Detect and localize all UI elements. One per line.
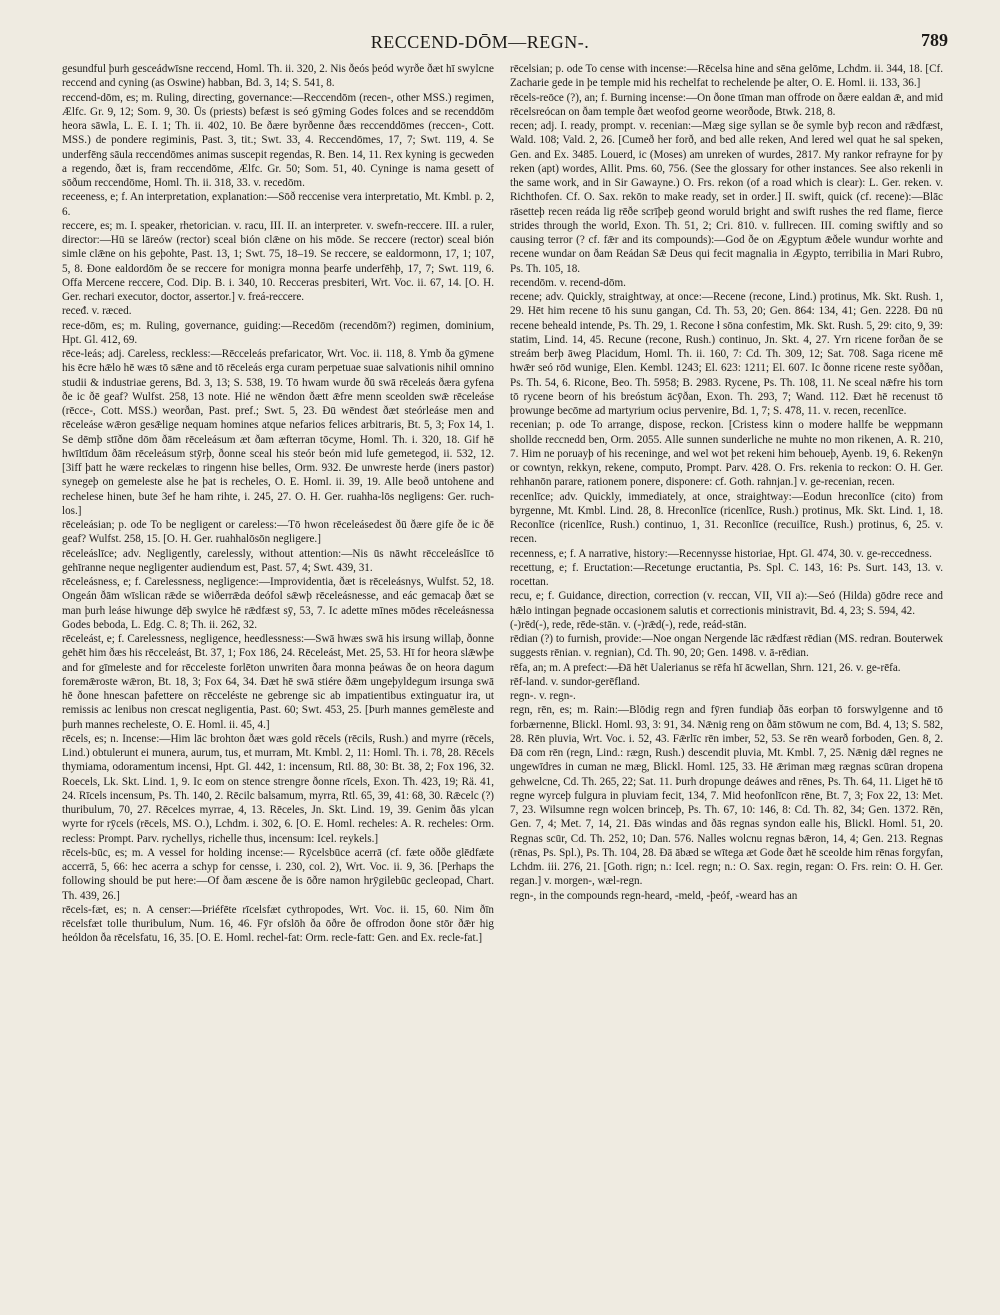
entry-reccere: reccere, es; m. I. speaker, rhetorician. v. racu, III. II. an interpreter. v. swefn-reccere. III. a ruler, director:—Hū se lāreów (rector) sceal bión clǣne on his mōde. Se reccere (rector) sceal bión simle clǣne on his geþohte, Past. 13, 1; Swt. 75, 18–19. Se reccere, se ealdormonn, 17, 1; 107, 5, 8. Ðone ealdordōm ðe se reccere for monigra monna þearfe underfēhþ, 17, 7; Swt. 119, 6. Offa Mercene reccere, Cod. Dip. B. i. 340, 10. Recceras presbiteri, Wrt. Voc. ii. 67, 14. [O. H. Ger. rechari executor, doctor, assertor.] v. freá-reccere.: [62, 219, 494, 303]
entry-red: (-)rēd(-), rede, rēde-stān. v. (-)rǣd(-), rede, reád-stān.: [510, 618, 747, 631]
entry-recenness: recenness, e; f. A narrative, history:—Recennysse historiae, Hpt. Gl. 474, 30. v. ge-reccedness.: [510, 547, 932, 560]
right-column: [510, 62, 943, 1307]
entry-receleasian: rēceleásian; p. ode To be negligent or careless:—Tō hwon rēceleásedest ðū ðære gife ðe ic ðē geaf? Wulfst. 258, 15. [O. H. Ger. ruahhalōsōn negligere.]: [62, 519, 494, 546]
entry-recels-faet: rēcels-fæt, es; n. A censer:—Þriéfēte rīcelsfæt cythropodes, Wrt. Voc. ii. 15, 60. Nim ðīn rēcelsfæt tolle thuribulum, Num. 16, 46. Fȳr ofslōh ða ōðre ðe offrodon ðone stōr ðǣr hig heóldon ða rēcelsfatu, 16, 35. [O. E. Homl. rechel-fat: Orm. recle-fatt: Gen. and Ex. recle-fat.]: [62, 903, 494, 945]
left-column: [62, 62, 494, 1307]
entry-recels-buc: rēcels-būc, es; m. A vessel for holding incense:— Rȳcelsbūce acerrā (cf. fæte oððe glēdfæte accerrā, 5, 66: hec acerra a schyp for censse, i. 230, col. 2), Wrt. Voc. ii. 9, 36. [Perhaps the following should be put here:—Of ðam æscene ðe is ōðre namon hrȳgilebūc gecleopad, Chart. Th. 439, 26.]: [62, 846, 494, 902]
entry-reccend-dom: reccend-dōm, es; m. Ruling, directing, governance:—Reccendōm (recen-, other MSS.) regimen, Ælfc. Gr. 9, 12; Som. 9, 30. Ūs (priests) befæst is seó gȳming Godes folces and se recenddōm heora sāwla, L. E. I. 1; Th. ii. 402, 10. Be ðære byrðenne ðæs reccenddōmes (reccen-, Cott. MSS.) de pondere regiminis, Past. 3, tit.; Swt. 33, 4. Reccendōmes, 17, 7; Swt. 119, 4. Se underfēng sāula reccendōmes animas suscepit regendas, R. Ben. 14, 11. Rex kyning is gecweden a regendo, ðæt is, fram reccendōme, Ælfc. Gr. 50; Som. 51, 40. Cyninge is nama gesett of sōðum reccendōme, Homl. Th. ii. 318, 33. v. recedōm.: [62, 91, 494, 189]
entry-regn-compounds: regn-, in the compounds regn-heard, -meld, -þeóf, -weard has an: [510, 889, 798, 902]
page-number: 789: [921, 30, 948, 50]
running-head: RECCEND-DŌM—REGN-.: [370, 32, 590, 52]
entry-recene: recene; adv. Quickly, straightway, at once:—Recene (recone, Lind.) protinus, Mk. Skt. Rush. 1, 29. Hēt him recene tō his sunu gangan, Cd. Th. 53, 20; Gen. 864: 134, 41; Gen. 2228. Ðū nū recene beheald intende, Ps. Th. 29, 1. Recone ł sōna confestim, Mk. Skt. Rush. 5, 29: cito, 9, 39: statim, Lind. 14, 45. Recune (recone, Rush.) continuo, Jn. Skt. 4, 27. Yrn ricene forðan ðe se streám berþ āweg Placidum, Homl. Th. ii. 160, 7: Cd. Th. 309, 12; Sat. 708. Saga ricene mē hwǣr seó rōd wunige, Elen. Kembl. 1243; El. 623: 1211; El. 607. Ic ðonne ricene reste syððan, Ps. Th. 54, 6. Ricone, Beo. Th. 5958; B. 2983. Rycene, Ps. Th. 108, 11. Ne sceal nǣfre his torn tō rycene beorn of his breóstum ācȳðan, Exon. Th. 293, 7; Wand. 112. Ðæt hē recenust tō þrowunge becōme ad martyrium ocius pervenire, Bd. 1, 7; S. 478, 11. v. recen, recenlīce.: [510, 291, 943, 417]
entry-receleast: rēceleást, e; f. Carelessness, negligence, heedlessness:—Swā hwæs swā his irsung willaþ, ðonne gehēt him ðæs his rēcceleást, Bt. 37, 1; Fox 186, 24. Rēceleást, Met. 25, 53. Hī for heora slǣwþe and for gīmeleste and for rēcceleste forlēton unwriten ðara monna þeáwas ðe on heora dagum foremǣroste wǣron, Bt. 18, 3; Fox 64, 34. Ðæt hē swā stiére ðǣm ungeþyldegum irsunga swā hē ðone hnescan þafettere on rēcceléste ne gebrenge sic ab impatientibus extinguatur ira, ut remissis ac lenibus non crescat negligentia, Past. 60; Swt. 453, 25. [Þurh mannes gemēleste and þurh mannes recheleste, O. E. Homl. ii. 45, 4.]: [62, 633, 494, 731]
entry-recelsian: rēcelsian; p. ode To cense with incense:—Rēcelsa hine and sēna gelōme, Lchdm. ii. 344, 18. [Cf. Zacharie gede in þe temple mid his rechelfat to rechelende þe alter, O. E. Homl. ii. 133, 36.]: [510, 63, 943, 90]
entry-refa: rēfa, an; m. A prefect:—Ðā hēt Ualerianus se rēfa hī ācwellan, Shrn. 121, 26. v. ge-rēfa.: [510, 661, 901, 674]
entry-redian: rēdian (?) to furnish, provide:—Noe ongan Nergende lāc rǣdfæst rēdian (MS. redran. Bouterwek suggests rēnian. v. regnian), Cd. Th. 90, 20; Gen. 1498. v. ā-rēdian.: [510, 633, 943, 660]
entry-gesundful: gesundful þurh gesceádwīsne reccend, Homl. Th. ii. 320, 2. Nis ðeós þeód wyrðe ðæt hī swylcne reccend and cyning (as Oswine) habban, Bd. 3, 14; S. 541, 8.: [62, 63, 494, 90]
entry-rece-dom: rece-dōm, es; m. Ruling, governance, guiding:—Recedōm (recendōm?) regimen, dominium, Hpt. Gl. 412, 69.: [62, 319, 494, 346]
entry-receleasness: rēceleásness, e; f. Carelessness, negligence:—Improvidentia, ðæt is rēceleásnys, Wulfst. 52, 18. Ongeán ðām wīslican rǣde se wiðerrǣda deófol sǣwþ rēceleásnesse, and eác gemacaþ ðæt se man þurh leáse hiwunge dēþ swylce hē rǣdfæst sȳ, 53, 7. Ic adette mīnes mōdes rēceleásnessa Godes beboda, L. Edg. C. 8; Th. ii. 262, 32.: [62, 576, 494, 631]
entry-regn: regn, rēn, es; m. Rain:—Blōdig regn and fȳren fundiaþ ðās eorþan tō forswylgenne and tō forbærnenne, Blickl. Homl. 93, 3: 91, 34. Nǣnig reng on ðām stōwum ne com, Bd. 4, 13; S. 582, 28. Rēn pluvia, Wrt. Voc. i. 52, 43. Fǣrlīc rēn imber, 52, 53. Se rēn wearð forboden, Gen. 8, 2. Ðā com rēn (regn, Lind.: rægn, Rush.) descendit pluvia, Mt. Kmbl. 7, 25. Nǣnig dǣl regnes ne ungewīdres in cuman ne mæg, Blickl. Homl. 125, 33. Hē ǣriman mæg rægnas scūran dropena gehwelcne, Cd. Th. 265, 22; Sat. 11. Þurh dropunge deáwes and rēnes, Ps. Th. 64, 11. Liget hē tō regne wyrceþ fulgura in pluviam fecit, 134, 7. Mid heofonlīcon rēne, Bt. 7, 3; Fox 22, 13: Met. 7, 23. Wilsumne regn wolcen brinceþ, Ps. Th. 67, 10: 146, 8: Cd. Th. 82, 34; Gen. 1372. Rēn, Gen. 7, 4; Met. 7, 14, 21. Ðās windas and ðās regnas syndon ealle his, Blickl. Homl. 51, 20. Regnas scūr, Cd. Th. 252, 10; Dan. 576. Nalles wolcnu regnas bǣron, 14, 4; Gen. 213. Regnas (rēnas, Ps. Spl.), Ps. Th. 104, 28. Ðā ābæd se wītega æt Gode ðæt hē sceolde him rēnas forgyfan, Lchdm. iii. 276, 21. [Goth. rign; n.: Icel. regn; n.: O. Sax. regin, regan: O. Frs. rein: O. H. Ger. regan.] v. morgen-, wæl-regn.: [510, 704, 943, 888]
entry-reced: receđ. v. ræced.: [62, 305, 132, 318]
entry-ref-land: rēf-land. v. sundor-gerēfland.: [510, 675, 640, 688]
entry-recels: rēcels, es; n. Incense:—Him lāc brohton ðæt wæs gold rēcels (rēcils, Rush.) and myrre (rēcels, Lind.) obtulerunt ei munera, aurum, tus, et murram, Mt. Kmbl. 2, 11: Homl. Th. i. 78, 28. Rēcels thymiama, odoramentum incensi, Hpt. Gl. 442, 1: incensum, Rtl. 88, 30: Bt. 38, 2; Fox 196, 32. Roecels, Lk. Skt. Lind. 1, 9. Ic eom on stence strengre ðonne rīcels, Exon. Th. 423, 19; Rä. 41, 24. Rīcels incensum, Ps. Th. 140, 2. Rēcilc balsamum, myrra, Rtl. 65, 39, 41: 68, 30. Rǣcelc (?) thuribulum, 70, 27. Rēcelces myrrae, 4, 13. Rēceles, Jn. Skt. Lind. 19, 39. Genim ðās ylcan wyrte for rȳcels (rēcels, MS. O.), Lchdm. i. 302, 6. [O. E. Homl. recheles: A. R. recheles: Orm. recless: Prompt. Parv. rychellys, richelle thus, incensum: Icel. reykels.]: [62, 732, 494, 845]
entry-recendom: recendōm. v. recend-dōm.: [510, 276, 626, 289]
entry-receeness: receeness, e; f. An interpretation, explanation:—Sōð reccenise vera interpretatio, Mt. Kmbl. p. 2, 6.: [62, 191, 494, 218]
entry-regn-xref: regn-. v. regn-.: [510, 690, 576, 702]
entry-recels-reoce: rēcels-reōce (?), an; f. Burning incense:—On ðone tīman man offrode on ðære ealdan ǣ, and mid rēcelsreócan on ðam temple ðæt weofod geornе weorðode, Btwk. 218, 8.: [510, 91, 943, 118]
entry-recenlice: recenlīce; adv. Quickly, immediately, at once, straightway:—Eodun hreconlīce (cito) from byrgenne, Mt. Kmbl. Lind. 28, 8. Hreconlīce (ricenlīce, Rush.) protinus, Mk. Skt. Lind. 1, 18. Reconlīce (ricenlīce, Rush.) continuo, 1, 31. Reconlīce (recuilīce, Rush.) protinus, 6, 25. v. recen.: [510, 490, 943, 546]
entry-rece-leas: rēce-leás; adj. Careless, reckless:—Rēcceleás prefaricator, Wrt. Voc. ii. 118, 8. Ymb ða gȳmene his ēcre hǣlo hē wæs tō sǣne and tō rēceleás erga curam perpetuae suae salvationis nihil omnino studii & industriae gerens, Bd. 3, 13; S. 538, 19. Tō hwam wurde ðū swā rēceleás ðæra gyfena ðe ic ðē geaf? Wulfst. 258, 13 note. Hié ne wēndon ðætt ǣfre menn sceolden swǣ rēceleáse (rēcce-, Cott. MSS.) weorðan, Past. pref.; Swt. 5, 23. Ðū wēndest ðæt steórleáse men and rēceleáse wǣron gesǣlige nequam homines atque nefarios felices arbitraris, Bt. 5, 3; Fox 14, 1. Se dēmþ stīðne dōm ðām rēceleásum æt ðam æfterran tōcyme, Homl. Th. i. 320, 18. Gif hē hwīltīdum ðām rēceleásum stȳrþ, ðonne sceal his steór beón mid lufe gemetegod, ii. 532, 12. [3iff þatt he wære reckelæs to ringenn hise belles, Orm. 932. Ðe unwreste herde (iners pastor) synegeþ on gemeleste alse he þat is recheles, O. E. Homl. ii. 39, 19. Alle beoð untohene and rechelese hinen, bute 3ef he ham rihte, i. 245, 27. O. H. Ger. ruahha-lōs negligens: Ger. ruch-los.]: [62, 348, 494, 517]
entry-recenian: recenian; p. ode To arrange, dispose, reckon. [Cristess kinn o modere hallfe be weppmann shollde reccnedd ben, Orm. 2055. Alle sunnen sunderliche ne muhte no mon rikenen, A. R. 210, 7. Him ne poruayþ of his receninge, and wel wot þet rekeni him behoueþ, Ayenb. 19, 6. Rekenȳn or cowntyn, rekkyn, rekene, computo, Prompt. Parv. 428. O. Frs. rekenia to reckon: O. H. Ger. rehhanōn parare, rationem ponere, disponere: cf. Goth. rahnjan.] v. ge-recenian, recen.: [510, 419, 943, 489]
entry-receleaslice: rēceleáslīce; adv. Negligently, carelessly, without attention:—Nis ūs nāwht rēcceleáslīce tō gehīranne neque negligenter audiendum est, Past. 57, 4; Swt. 439, 31.: [62, 547, 494, 574]
page-header: [0, 30, 1000, 54]
entry-recen: recen; adj. I. ready, prompt. v. recenian:—Mæg sige syllan se ðe symle byþ recon and rǣdfæst, Wald. 108; Vald. 2, 26. [Cumeð her forð, and bed alle reken, And lered wel quat he sal speken, Gen. and Ex. 3485. Louerd, ic (Moses) am unreken of wurdes, 2817. My rankor refrayne for þy reken (apt) wordes, Allit. Pms. 60, 756. (See the glossary for other instances. See also rekenli in the same work, and in Sir Gawayne.) O. Frs. rekon (of a road which is clear): L. Ger. reken. v. Richthofen. Cf. O. Sax. rekōn to make ready, set in order.] II. swift, quick (cf. recene):—Blāc rāsetteþ recen reáda lig rēðe scrīþeþ geond woruld bright and swift rushes the red flame, fierce strides through the world, Exon. Th. 51, 2; Cri. 810. v. fullrecen. III. coming swiftly and so causing terror (? cf. fǣr and its compounds):—God ðe on Ægyptum ǣðele wundur worhte and recene wundar on ðam Reádan Sǣ Deus qui fecit magnalia in Ægypto, terribilia in Mari Rubro, Ps. Th. 105, 18.: [510, 120, 943, 275]
entry-recettung: recettung, e; f. Eructation:—Recetunge eructantia, Ps. Spl. C. 143, 16: Ps. Surt. 143, 13. v. rocettan.: [510, 561, 943, 588]
entry-recu: recu, e; f. Guidance, direction, correction (v. reccan, VII, VII a):—Seó (Hilda) gōdre rece and hǣlo intingan þegnade occasionem salutis et correctionis ministravit, Bd. 4, 23; S. 594, 42.: [510, 590, 943, 617]
